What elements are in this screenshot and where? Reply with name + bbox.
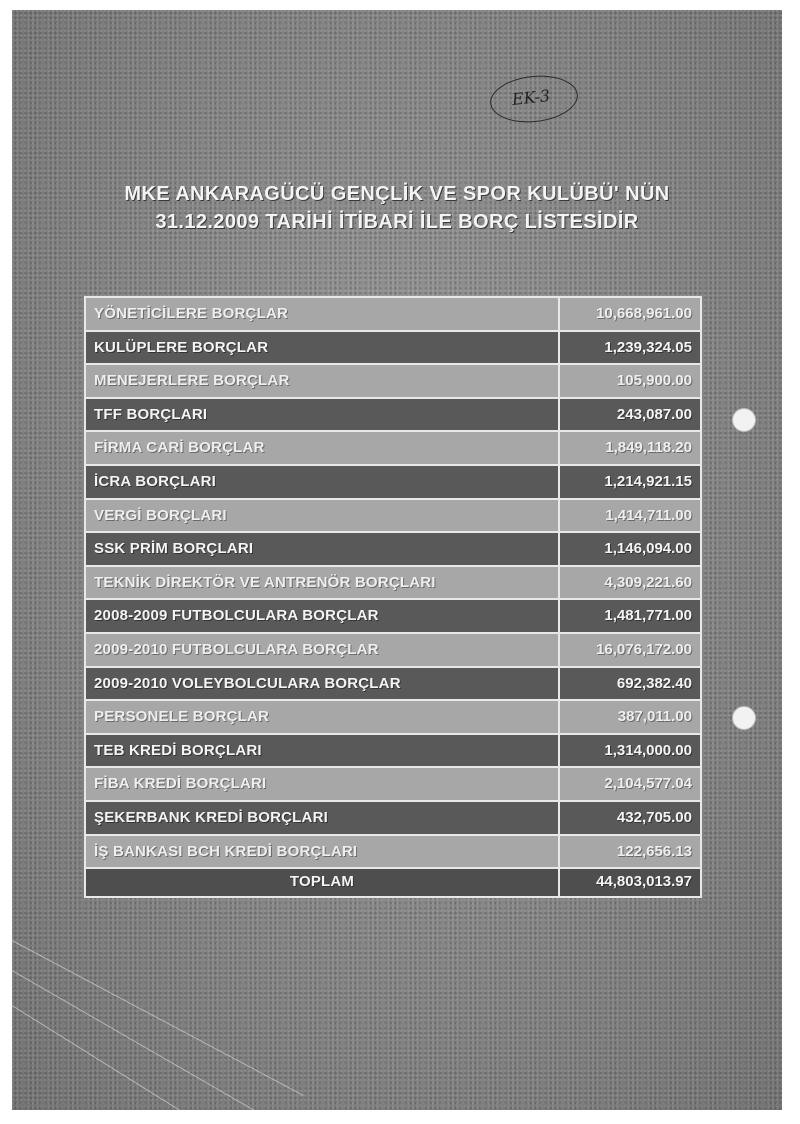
scan-scratch-line <box>12 970 272 1110</box>
scan-scratch-line <box>12 1005 233 1110</box>
table-row <box>86 399 700 433</box>
table-row <box>86 634 700 668</box>
row-label: 2008-2009 FUTBOLCULARA BORÇLAR <box>86 600 560 634</box>
row-label: ŞEKERBANK KREDİ BORÇLARI <box>86 802 560 836</box>
row-label: MENEJERLERE BORÇLAR <box>86 365 560 399</box>
table-row <box>86 600 700 634</box>
row-amount: 1,314,000.00 <box>560 735 700 769</box>
row-amount: 387,011.00 <box>560 701 700 735</box>
table-row <box>86 701 700 735</box>
total-row <box>86 869 700 896</box>
table-row <box>86 802 700 836</box>
row-amount: 122,656.13 <box>560 836 700 870</box>
table-row <box>86 365 700 399</box>
row-label: SSK PRİM BORÇLARI <box>86 533 560 567</box>
table-row <box>86 298 700 332</box>
row-amount: 243,087.00 <box>560 399 700 433</box>
document-title <box>52 180 742 236</box>
row-label: YÖNETİCİLERE BORÇLAR <box>86 298 560 332</box>
row-amount: 16,076,172.00 <box>560 634 700 668</box>
punch-hole <box>732 706 756 730</box>
row-label: PERSONELE BORÇLAR <box>86 701 560 735</box>
annex-label: EK-3 <box>511 86 551 109</box>
row-amount: 2,104,577.04 <box>560 768 700 802</box>
title-line-2: 31.12.2009 TARİHİ İTİBARİ İLE BORÇ LİSTESİDİR <box>155 211 639 233</box>
table-row <box>86 567 700 601</box>
row-label: 2009-2010 FUTBOLCULARA BORÇLAR <box>86 634 560 668</box>
row-amount: 105,900.00 <box>560 365 700 399</box>
table-row <box>86 768 700 802</box>
punch-hole <box>732 408 756 432</box>
row-label: İCRA BORÇLARI <box>86 466 560 500</box>
total-label: TOPLAM <box>86 869 560 896</box>
row-label: TEKNİK DİREKTÖR VE ANTRENÖR BORÇLARI <box>86 567 560 601</box>
row-amount: 4,309,221.60 <box>560 567 700 601</box>
table-row <box>86 500 700 534</box>
row-amount: 10,668,961.00 <box>560 298 700 332</box>
row-label: KULÜPLERE BORÇLAR <box>86 332 560 366</box>
row-label: 2009-2010 VOLEYBOLCULARA BORÇLAR <box>86 668 560 702</box>
row-label: VERGİ BORÇLARI <box>86 500 560 534</box>
table-row <box>86 668 700 702</box>
table-row <box>86 432 700 466</box>
scanned-document-page <box>12 10 782 1110</box>
row-amount: 1,239,324.05 <box>560 332 700 366</box>
row-amount: 1,481,771.00 <box>560 600 700 634</box>
row-label: TEB KREDİ BORÇLARI <box>86 735 560 769</box>
row-amount: 1,214,921.15 <box>560 466 700 500</box>
row-amount: 692,382.40 <box>560 668 700 702</box>
table-row <box>86 466 700 500</box>
total-amount: 44,803,013.97 <box>596 873 692 891</box>
table-row <box>86 735 700 769</box>
scan-scratch-line <box>12 940 304 1096</box>
row-amount: 1,146,094.00 <box>560 533 700 567</box>
row-amount: 1,414,711.00 <box>560 500 700 534</box>
row-amount: 432,705.00 <box>560 802 700 836</box>
table-row <box>86 533 700 567</box>
row-label: İŞ BANKASI BCH KREDİ BORÇLARI <box>86 836 560 870</box>
row-label: TFF BORÇLARI <box>86 399 560 433</box>
row-amount: 1,849,118.20 <box>560 432 700 466</box>
row-label: FİBA KREDİ BORÇLARI <box>86 768 560 802</box>
row-label: FİRMA CARİ BORÇLAR <box>86 432 560 466</box>
debt-table <box>84 296 702 898</box>
table-row <box>86 836 700 870</box>
title-line-1: MKE ANKARAGÜCÜ GENÇLİK VE SPOR KULÜBÜ' NÜN <box>124 183 670 205</box>
table-row <box>86 332 700 366</box>
